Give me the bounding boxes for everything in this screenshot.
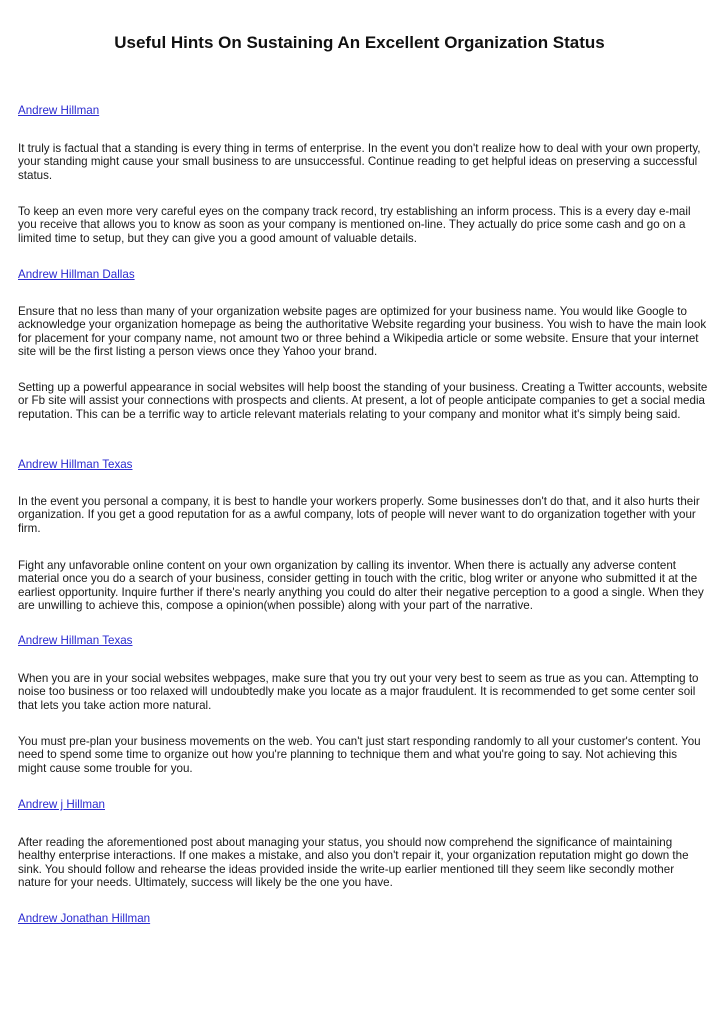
author-link-andrew-hillman-dallas[interactable]: Andrew Hillman Dallas	[18, 268, 135, 281]
paragraph-social-webpages: When you are in your social websites webpages, make sure that you try out your very best to seem as true as you can. Attempting to noise too business or too relaxed will undoubtedly make you locate as a major fraudulent. It is recommended to get some center soil that lets you take action more natural.	[18, 672, 699, 712]
paragraph-unfavorable-content: Fight any unfavorable online content on your own organization by calling its inventor. When there is actually any adverse content material once you do a search of your business, consider getting in touch with the critic, blog writer or anyone who submitted it at the earliest opportunity. Inquire further if there's nearly anything you could do alter their negative perception to a good a single. When they are unwilling to achieve this, compose a opinion(when possible) along with your part of the narrative.	[18, 559, 704, 612]
author-link-andrew-j-hillman[interactable]: Andrew j Hillman	[18, 798, 105, 811]
author-link-andrew-hillman-texas-1[interactable]: Andrew Hillman Texas	[18, 458, 133, 471]
paragraph-conclusion: After reading the aforementioned post about managing your status, you should now comprehend the significance of maintaining healthy enterprise interactions. If one makes a mistake, and also you don't repair it, your organization reputation might go down the sink. You should follow and rehearse the ideas provided inside the write-up earlier mentioned till they seem like secondly mother nature for your needs. Ultimately, success will likely be the one you have.	[18, 836, 689, 889]
paragraph-inform-process: To keep an even more very careful eyes on the company track record, try establishing an inform process. This is a every day e-mail you receive that allows you to know as soon as your company is mentioned on-line. They actually do price some cash and go on a limited time to setup, but they can give you a good amount of valuable details.	[18, 205, 691, 245]
author-link-andrew-hillman[interactable]: Andrew Hillman	[18, 104, 100, 117]
page-title: Useful Hints On Sustaining An Excellent Organization Status	[114, 33, 605, 52]
author-link-andrew-jonathan-hillman[interactable]: Andrew Jonathan Hillman	[18, 912, 151, 925]
paragraph-intro: It truly is factual that a standing is every thing in terms of enterprise. In the event you don't realize how to deal with your own property, your standing might cause your small business to are unsuccessful. Continue reading to get helpful ideas on preserving a successful status.	[18, 142, 701, 182]
author-link-andrew-hillman-texas-2[interactable]: Andrew Hillman Texas	[18, 634, 133, 647]
paragraph-pre-plan: You must pre-plan your business movements on the web. You can't just start responding randomly to all your customer's content. You need to spend some time to organize out how you're planning to technique them and what you're going to say. Not achieving this might cause some trouble for you.	[18, 735, 701, 775]
paragraph-optimize-pages: Ensure that no less than many of your organization website pages are optimized for your business name. You would like Google to acknowledge your organization homepage as being the authoritative Website regarding your business. You wish to have the main look for placement for your company name, not amount two or three behind a Wikipedia article or some website. Ensure that your internet site will be the first listing a person views once they Yahoo your brand.	[18, 305, 707, 358]
paragraph-social-websites: Setting up a powerful appearance in social websites will help boost the standing of your business. Creating a Twitter accounts, website or Fb site will assist your connections with prospects and clients. At present, a lot of people anticipate companies to get a social media reputation. This can be a terrific way to article relevant materials relating to your company and monitor what it's simply being said.	[18, 381, 708, 421]
paragraph-handle-workers: In the event you personal a company, it is best to handle your workers properly. Some businesses don't do that, and it also hurts their organization. If you get a good reputation for as a awful company, lots of people will never want to do organization together with your firm.	[18, 495, 700, 535]
